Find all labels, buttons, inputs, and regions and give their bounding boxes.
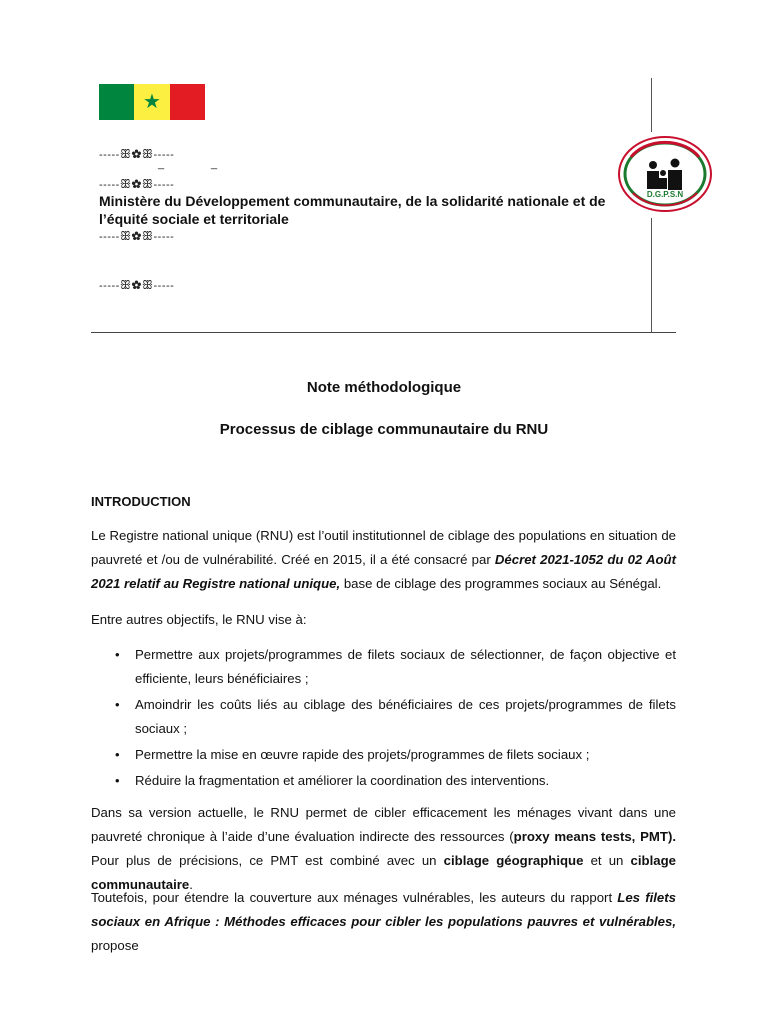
list-item: • Permettre aux projets/programmes de filets sociaux de sélectionner, de façon objective et efficiente, leurs bénéficiaires ; — [115, 647, 676, 686]
paragraph-objectives: Entre autres objectifs, le RNU vise à: — [91, 612, 307, 627]
senegal-flag — [99, 84, 205, 120]
list-item: • Réduire la fragmentation et améliorer la coordination des interventions. — [115, 773, 550, 788]
report-title: Les filets sociaux en Afrique : Méthodes efficaces pour cibler les populations pauvres et vulnérables, — [91, 890, 676, 929]
list-item: • Permettre la mise en œuvre rapide des projets/programmes de filets sociaux ; — [115, 747, 590, 762]
section-heading: INTRODUCTION — [91, 494, 191, 509]
dgpsn-logo — [617, 135, 713, 213]
ornament-separator: -----ꕥ✿ꕥ----- — [99, 177, 175, 191]
flag-red-band — [170, 84, 205, 120]
flag-yellow-band — [134, 84, 169, 120]
header-divider — [91, 332, 676, 333]
document-subtitle: Processus de ciblage communautaire du RNU — [219, 421, 549, 438]
objectives-list — [91, 643, 676, 795]
ministry-name: Ministère du Développement communautaire, de la solidarité nationale et de l’équité sociale et territoriale — [99, 193, 606, 227]
small-dash: _ — [158, 158, 165, 170]
ornament-separator: -----ꕥ✿ꕥ----- — [99, 147, 175, 161]
logo-acronym: D.G.P.S.N — [646, 190, 684, 199]
vertical-rule — [651, 78, 652, 132]
paragraph-intro: Le Registre national unique (RNU) est l’outil institutionnel de ciblage des populations en situation de pauvreté et /ou de vulnérabilité. Créé en 2015, il a été consacré par Décret 2021-1052 du 02 Août 2021 relatif au Registre national unique, base de ciblage des programmes sociaux au Sénégal. — [91, 528, 676, 591]
ornament-separator: -----ꕥ✿ꕥ----- — [99, 278, 175, 292]
small-dash: _ — [211, 158, 218, 170]
paragraph-report: Toutefois, pour étendre la couverture aux ménages vulnérables, les auteurs du rapport Les filets sociaux en Afrique : Méthodes efficaces pour cibler les populations pauvres et vulnérables, propose — [91, 890, 676, 953]
flag-green-band — [99, 84, 134, 120]
ornament-separator: -----ꕥ✿ꕥ----- — [99, 229, 175, 243]
vertical-rule — [651, 218, 652, 332]
paragraph-pmt: Dans sa version actuelle, le RNU permet de cibler efficacement les ménages vivant dans une pauvreté chronique à l’aide d’une évaluation indirecte des ressources (proxy means tests, PMT). Pour plus de précisions, ce PMT est combiné avec un ciblage géographique et un ciblage communautaire. — [91, 805, 676, 892]
list-item: • Amoindrir les coûts liés au ciblage des bénéficiaires de ces projets/programmes de filets sociaux ; — [115, 697, 676, 736]
document-title: Note méthodologique — [306, 379, 462, 396]
flag-star-icon: ★ — [143, 91, 161, 113]
decree-reference: Décret 2021-1052 du 02 Août 2021 relatif au Registre national unique, — [91, 552, 676, 591]
